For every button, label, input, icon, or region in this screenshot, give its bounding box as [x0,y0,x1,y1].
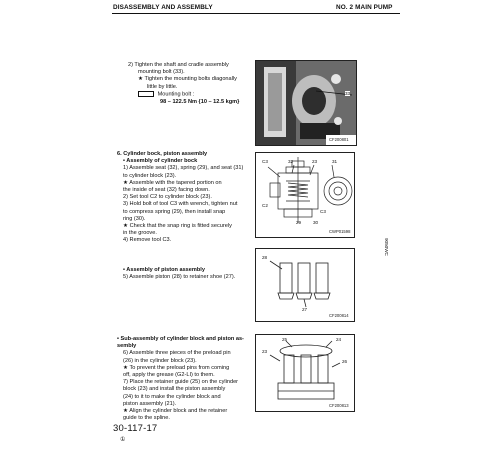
callout-30: 30 [313,220,319,225]
subassy-line: ★ Align the cylinder block and the retainer [123,408,228,415]
step2-line: little by little. [147,83,178,90]
section6-line: ring (30). [123,215,146,222]
figure-code: CF200813 [329,403,349,408]
callout-24: 24 [336,337,342,342]
section6-line: 4) Remove tool C3. [123,237,172,244]
callout-26: 26 [342,359,348,364]
subassy-line: (24) to it to make the cylinder block and [123,393,221,400]
drawing-figure-cylinder-block [255,152,355,238]
revision-mark: ① [120,437,126,443]
subassy-line: off, apply the grease (G2-LI) to them. [123,372,215,379]
callout-c3: C3 [262,159,268,164]
callout-28: 28 [262,255,268,260]
piston-heading: • Assembly of piston assembly [123,267,205,273]
chapter-title: DISASSEMBLY AND ASSEMBLY [113,4,213,11]
section-title: NO. 2 MAIN PUMP [336,4,393,11]
section6-line: to cylinder block (23). [123,172,177,179]
section6-line: ★ Check that the snap ring is fitted securely [123,223,232,230]
callout-31: 31 [332,159,338,164]
figure-code: CF200814 [329,313,349,318]
figure-code: CWP01598 [329,229,351,234]
header-rule [112,13,400,14]
callout-33: 33 [345,91,351,96]
step2-line: 2) Tighten the shaft and cradle assembly [128,62,229,68]
subassy-heading: sembly [117,343,137,350]
torque-wrench-icon [138,91,154,97]
step2-line: mounting bolt (33). [138,69,185,76]
torque-value: 98 – 122.5 Nm {10 – 12.5 kgm} [160,98,240,105]
section6-line: in the groove. [123,230,157,237]
page-number: 30-117-17 [113,423,158,434]
subassy-heading: • Sub-assembly of cylinder block and piston as- [117,336,244,342]
figure-code: CF200801 [329,137,349,142]
photo-image [256,61,356,145]
callout-c3-lower: C3 [320,209,326,214]
section6-line: 2) Set tool C2 to cylinder block (23). [123,194,212,201]
subassy-line: piston assembly (21). [123,400,177,407]
subassy-line: 6) Assemble three pieces of the preload pin [123,350,231,357]
callout-c2: C2 [262,203,268,208]
piston-text [117,267,235,281]
section6-line: ★ Assemble with the tapered portion on [123,179,222,186]
drawing-figure-subassembly [255,334,355,412]
section6-heading: 6. Cylinder bock, piston assembly [117,151,208,157]
callout-23: 23 [312,159,318,164]
callout-27: 27 [302,307,308,312]
subassy-line: guide to the spline. [123,415,170,422]
cylinder-block-drawing [256,153,354,237]
side-code: 9050WC [384,238,389,256]
subassy-line: ★ To prevent the preload pins from coming [123,364,230,371]
step2-line: ★ Tighten the mounting bolts diagonally [138,76,237,83]
subassy-line: 7) Place the retainer guide (25) on the cylinder [123,379,239,386]
subassembly-drawing [256,335,354,411]
piston-line: 5) Assemble piston (28) to retainer shoe (27). [123,274,236,281]
photo-figure-shaft-cradle [255,60,357,146]
drawing-figure-piston [255,248,355,322]
step2-text [128,62,239,106]
section6-text [117,151,243,245]
callout-29: 29 [296,220,302,225]
callout-32: 32 [288,159,294,164]
section6-line: the inside of seat (32) facing down. [123,187,210,194]
section6-subheading: • Assembly of cylinder bock [123,158,198,165]
callout-25: 25 [282,337,288,342]
section6-line: 1) Assemble seat (32), spring (29), and seat (31) [123,165,244,172]
subassy-text [117,336,244,422]
torque-line [128,91,239,99]
subassy-line: (26) in the cylinder block (23). [123,357,197,364]
section6-line: 3) Hold bolt of tool C3 with wrench, tighten nut [123,201,238,208]
subassy-line: block (23) and install the piston assembly [123,386,226,393]
torque-label: Mounting bolt : [157,91,195,98]
callout-23: 23 [262,349,268,354]
section6-line: to compress spring (29), then install snap [123,208,226,215]
